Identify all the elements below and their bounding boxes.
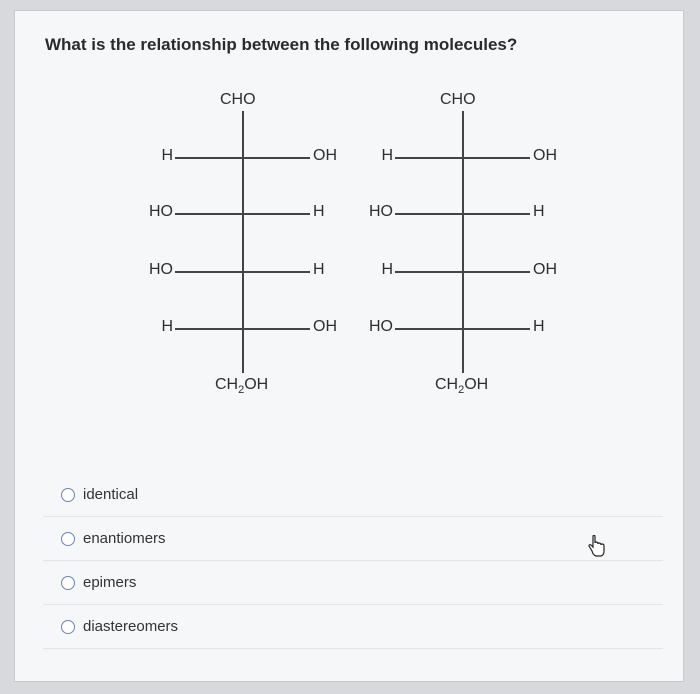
left-substituent: H: [161, 318, 173, 335]
left-substituent: HO: [369, 318, 393, 335]
left-substituent: HO: [149, 203, 173, 220]
option-diastereomers[interactable]: [43, 605, 663, 649]
option-label: epimers: [83, 574, 137, 591]
radio-button[interactable]: [61, 620, 75, 634]
right-substituent: OH: [313, 147, 337, 164]
vertical-bond: [462, 111, 464, 373]
question-text: What is the relationship between the following molecules?: [45, 35, 518, 54]
option-label: enantiomers: [83, 530, 166, 547]
top-group: CHO: [440, 91, 476, 108]
left-substituent: H: [161, 147, 173, 164]
horizontal-bond: [395, 213, 530, 215]
top-group: CHO: [220, 91, 256, 108]
right-substituent: OH: [313, 318, 337, 335]
right-substituent: H: [533, 318, 545, 335]
left-substituent: HO: [149, 261, 173, 278]
horizontal-bond: [175, 157, 310, 159]
answer-options: [43, 473, 663, 649]
left-substituent: H: [381, 261, 393, 278]
option-label: diastereomers: [83, 618, 179, 635]
bottom-group: $CH_2OH$: [435, 376, 489, 397]
right-substituent: H: [313, 261, 325, 278]
left-substituent: HO: [369, 203, 393, 220]
horizontal-bond: [395, 328, 530, 330]
right-substituent: OH: [533, 147, 557, 164]
right-substituent: OH: [533, 261, 557, 278]
option-enantiomers[interactable]: [43, 517, 663, 561]
option-label: identical: [83, 486, 139, 503]
right-substituent: H: [313, 203, 325, 220]
bottom-group: $CH_2OH$: [215, 376, 269, 397]
option-epimers[interactable]: [43, 561, 663, 605]
radio-button[interactable]: [61, 532, 75, 546]
horizontal-bond: [395, 271, 530, 273]
right-substituent: H: [533, 203, 545, 220]
fischer-projection-2: [355, 91, 575, 411]
vertical-bond: [242, 111, 244, 373]
horizontal-bond: [175, 271, 310, 273]
radio-button[interactable]: [61, 576, 75, 590]
horizontal-bond: [395, 157, 530, 159]
horizontal-bond: [175, 328, 310, 330]
question-panel: [14, 10, 684, 682]
left-substituent: H: [381, 147, 393, 164]
option-identical[interactable]: [43, 473, 663, 517]
fischer-projection-1: [135, 91, 355, 411]
radio-button[interactable]: [61, 488, 75, 502]
hand-pointer-icon: [585, 535, 607, 559]
horizontal-bond: [175, 213, 310, 215]
